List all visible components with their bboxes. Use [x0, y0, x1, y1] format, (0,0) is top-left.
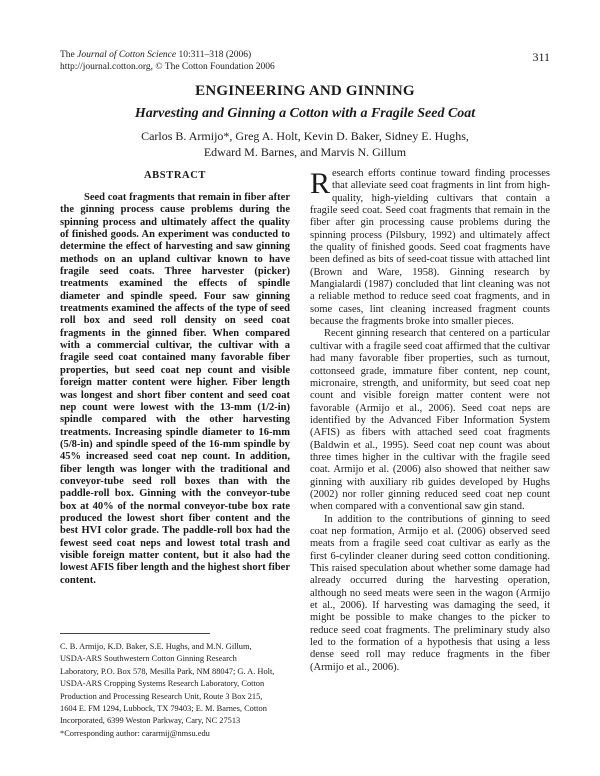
footnote-line: Production and Processing Research Unit, Route 3 Box 215, — [60, 691, 263, 701]
footnote-line: C. B. Armijo, K.D. Baker, S.E. Hughs, and M.N. Gillum, — [60, 642, 252, 651]
footnote-line: USDA-ARS Southwestern Cotton Ginning Research — [60, 654, 237, 664]
abstract-text: Seed coat fragments that remain in fiber after the ginning process cause problems during the spinning process and ultimately affect the quality of finished goods. An experiment was conducted to determine the effect of harvesting and saw ginning methods on an upland cultivar known to have fragile seed coats. Three harvester (picker) treatments examined the effects of spindle diameter and spindle speed. Four saw ginning treatments examined the affects of the type of seed roll box and seed roll density on seed coat fragments in the ginned fiber. When compared with a commercial cultivar, the cultivar with a fragile seed coat contained many favorable fiber properties, but seed coat nep count and visible foreign matter content were higher. Fiber length was longest and short fiber content and seed coat nep count were lowest with the 13-mm (1/2-in) spindle compared with the other harvesting treatments. Increasing spindle diameter to 16-mm (5/8-in) and spindle speed of the 16-mm spindle by 45% increased seed coat nep count. In addition, fiber length was longer with the traditional and conveyor-tube seed roll boxes than with the paddle-roll box. Ginning with the conveyor-tube box at 40% of the normal conveyor-tube box rate produced the lowest short fiber content and the best HVI color grade. The paddle-roll box had the fewest seed coat neps and lowest total trash and visible foreign matter content, but it also had the lowest AFIS fiber length and the highest short fiber content. — [60, 192, 290, 586]
footnote-line: Incorporated, 6399 Weston Parkway, Cary, NC 27513 — [60, 716, 241, 726]
article-title: Harvesting and Ginning a Cotton with a Fragile Seed Coat — [134, 106, 476, 121]
author-list — [60, 128, 550, 160]
journal-name: Journal of Cotton Science — [77, 50, 177, 60]
body-paragraph-1: Research efforts continue toward finding processes that alleviate seed coat fragments in lint from high-quality, high-yielding cultivars that contain a fragile seed coat. Seed coat fragments that remain in the fiber after gin processing cause problems during the spinning process (Pilsbury, 1992) and ultimately affect the quality of finished goods. Seed coat fragments have been defined as bits of seed-coat tissue with attached lint (Brown and Ware, 1958). Ginning research by Mangialardi (1987) concluded that lint cleaning was not a reliable method to reduce seed coat fragments, and in some cases, lint cleaning increased fragment counts because the fragments broke into smaller pieces. — [310, 167, 550, 328]
body-paragraph-2: Recent ginning research that centered on a particular cultivar with a fragile seed coat affirmed that the cultivar had many favorable fiber properties, such as turnout, cottonseed grade, immature fiber content, nep count, micronaire, strength, and uniformity, but seed coat nep count and visible foreign matter content were not favorable (Armijo et al., 2006). Seed coat neps are identified by the Advanced Fiber Information System (AFIS) as fibers with attached seed coat fragments (Baldwin et al., 1995). Seed coat nep count was about three times higher in the cultivar with the fragile seed coat. Armijo et al. (2006) also showed that neither saw ginning with auxiliary rib guides developed by Hughs (2002) nor roller ginning reduced seed coat nep count when compared with a conventional saw gin stand. — [310, 328, 550, 513]
corresponding-author-email[interactable]: *Corresponding author: cararmij@nmsu.edu — [60, 728, 210, 738]
footnote-line: USDA-ARS Cropping Systems Research Laboratory, Cotton — [60, 679, 265, 689]
journal-citation: The Journal of Cotton Science 10:311–318 (2006) — [60, 50, 252, 60]
author-line-1: Carlos B. Armijo*, Greg A. Holt, Kevin D. Baker, Sidney E. Hughs, — [141, 129, 469, 143]
journal-url-line[interactable]: http://journal.cotton.org, © The Cotton Foundation 2006 — [60, 61, 275, 72]
footnote-line: Laboratory, P.O. Box 578, Mesilla Park, NM 88047; G. A. Holt, — [60, 666, 275, 676]
page-number: 311 — [532, 50, 550, 64]
running-header — [60, 50, 275, 73]
drop-cap: R — [310, 167, 331, 200]
footnote-divider — [60, 633, 210, 634]
body-paragraph-3: In addition to the contributions of ginning to seed coat nep formation, Armijo et al. (2006) observed seed meats from a fragile seed coat cultivar as early as the first 6-cylinder cleaner during seed cotton conditioning. This raised speculation about whether some damage had already occurred during the harvesting operation, although no seed meats were seen in the wagon (Armijo et al., 2006). If harvesting was damaging the seed, it might be possible to make changes to the picker to reduce seed coat fragments. The preliminary study also led to the formation of a hypothesis that using a less dense seed roll may reduce fragments in the fiber (Armijo et al., 2006). — [310, 513, 550, 673]
author-line-2: Edward M. Barnes, and Marvis N. Gillum — [203, 145, 407, 159]
affiliation-footnote — [60, 641, 292, 740]
body-column — [310, 168, 550, 674]
footnote-line: 1604 E. FM 1294, Lubbock, TX 79403; E. M. Barnes, Cotton — [60, 704, 267, 714]
section-title: ENGINEERING AND GINNING — [195, 83, 415, 99]
abstract-heading: ABSTRACT — [144, 170, 206, 181]
